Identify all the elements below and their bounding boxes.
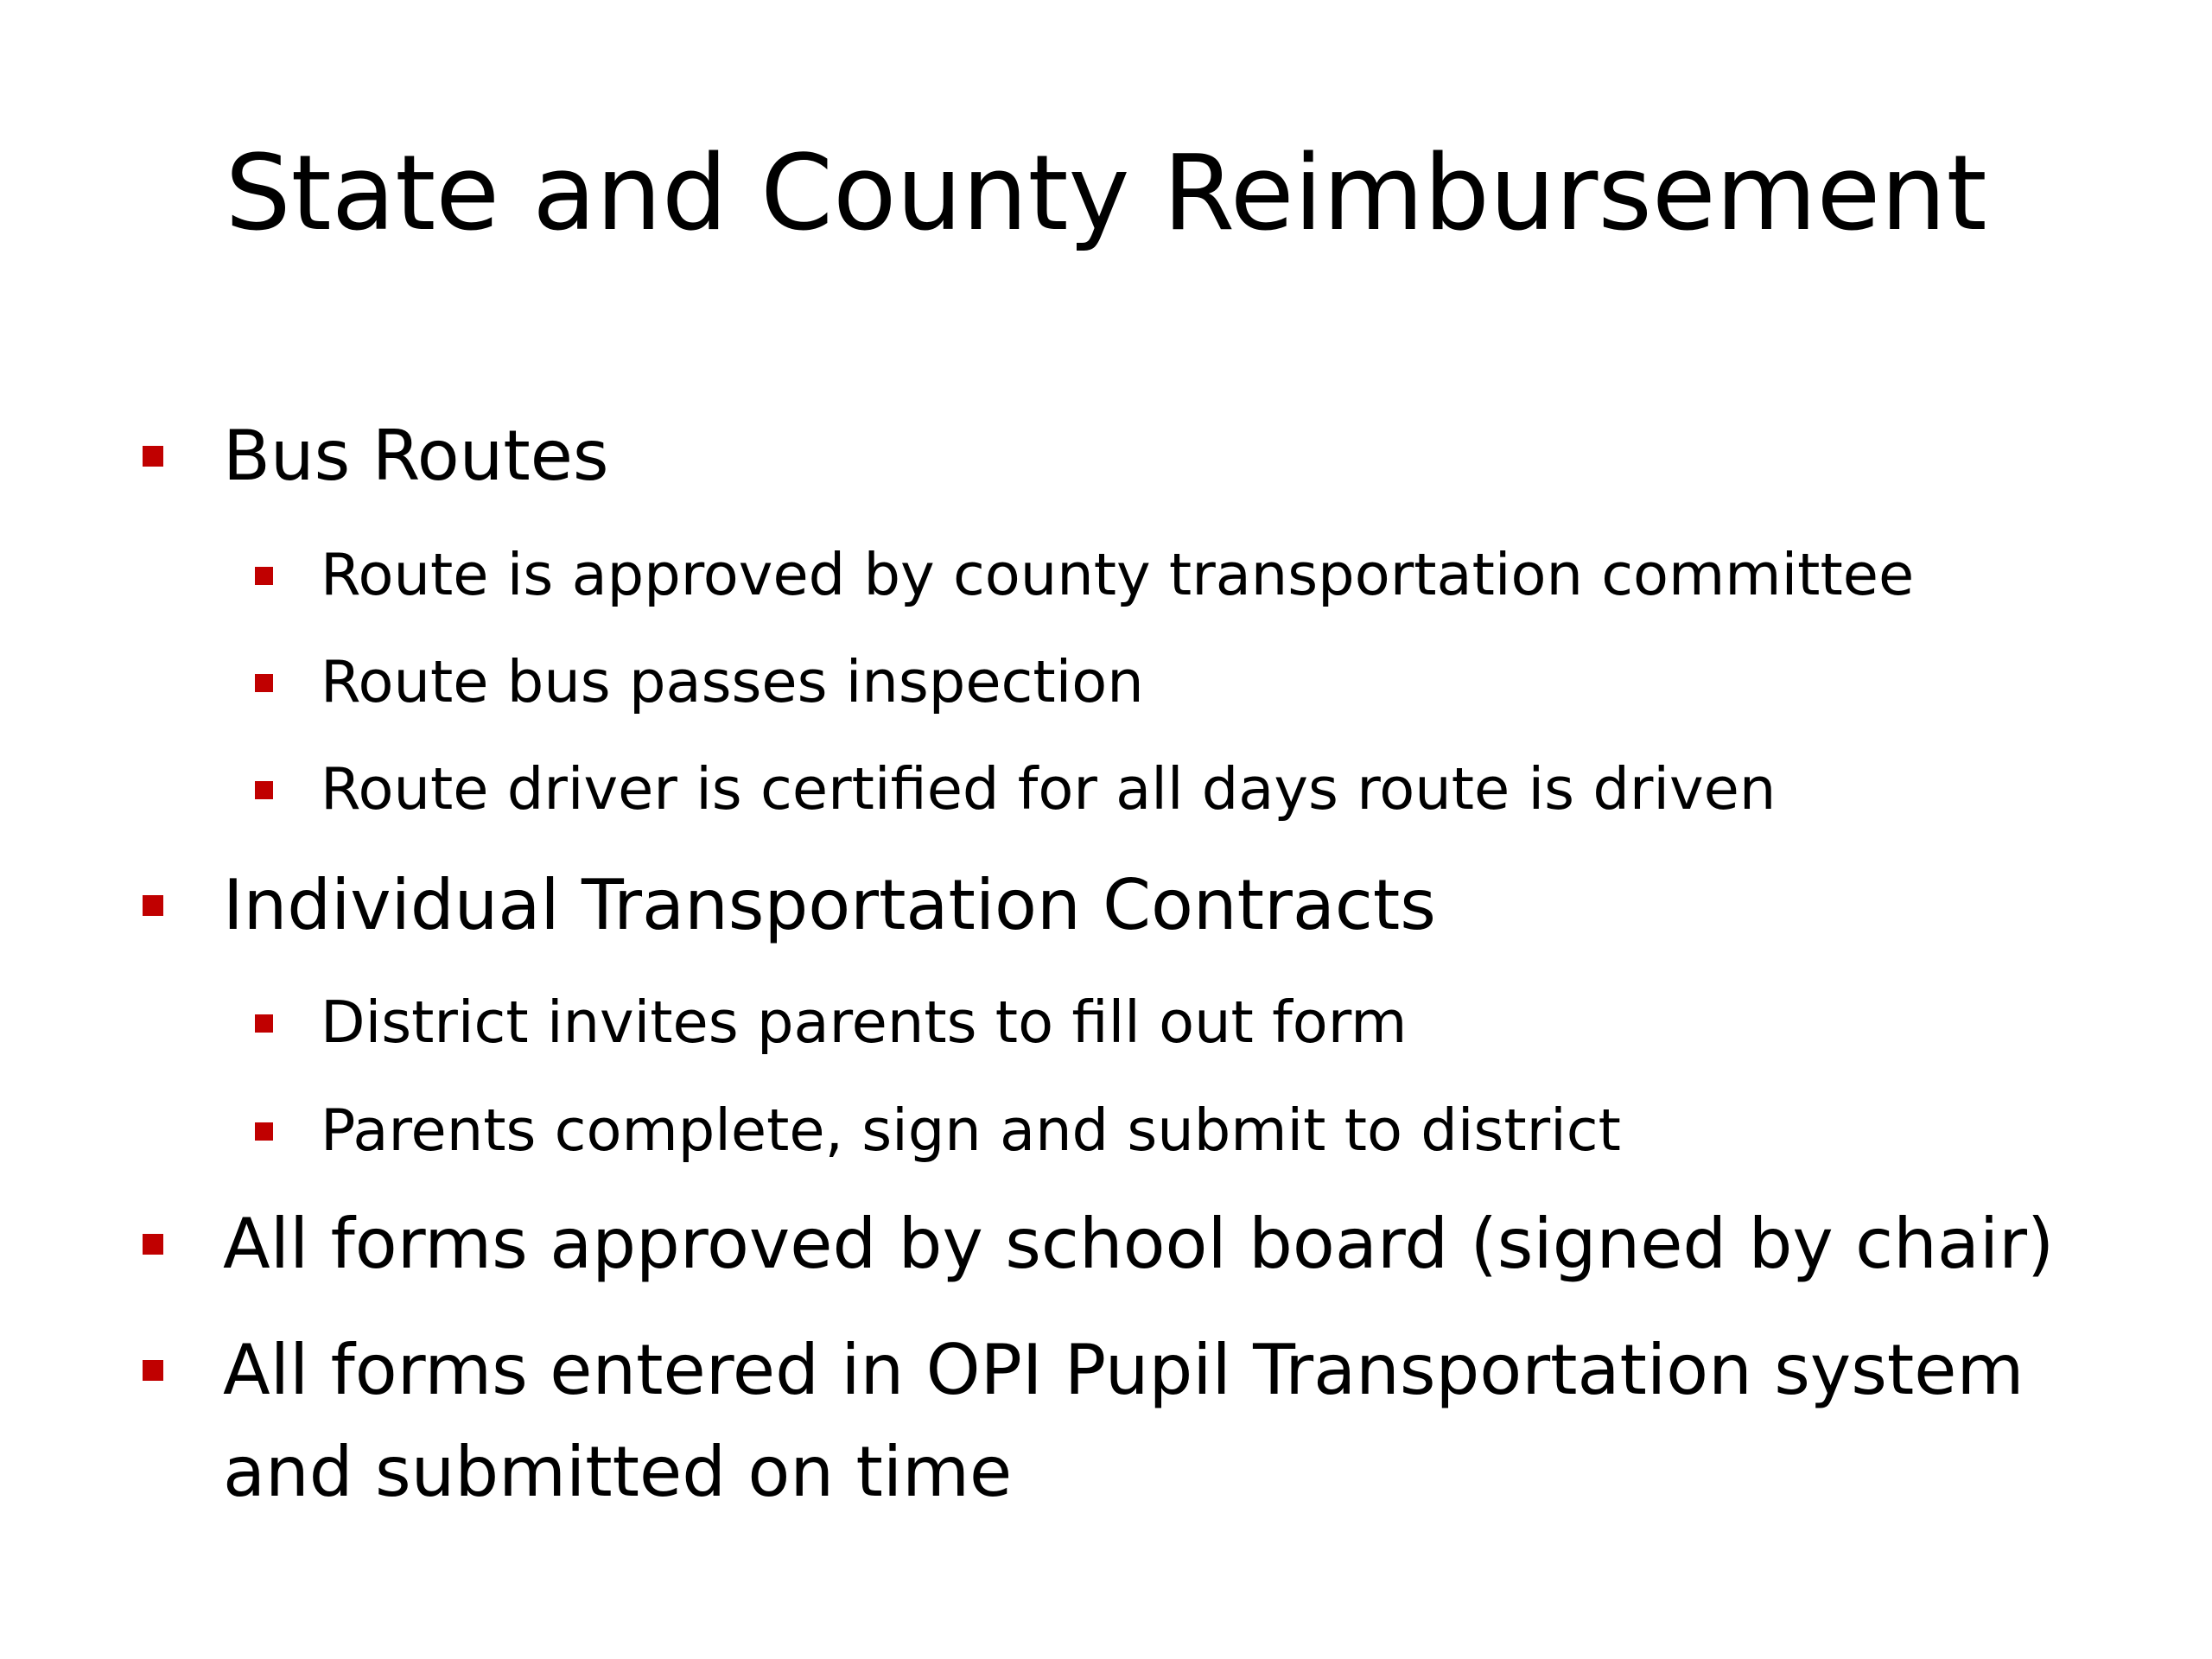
square-bullet-icon xyxy=(255,1014,273,1033)
square-bullet-icon xyxy=(255,1122,273,1141)
sub-bullet-item xyxy=(321,541,1915,608)
square-bullet-icon xyxy=(143,895,163,916)
square-bullet-icon xyxy=(143,1234,163,1255)
bullet-text: Bus Routes xyxy=(223,416,609,496)
bullet-text: All forms approved by school board (signed by chair) xyxy=(223,1204,2055,1284)
sub-bullet-item xyxy=(321,755,1777,823)
sub-bullet-text: District invites parents to fill out form xyxy=(321,988,1408,1056)
sub-bullet-item xyxy=(321,1096,1621,1164)
bullet-item xyxy=(223,1330,2024,1410)
slide-title: State and County Reimbursement xyxy=(225,134,1987,254)
square-bullet-icon xyxy=(255,781,273,799)
bullet-item xyxy=(223,416,609,496)
sub-bullet-text: Route is approved by county transportation committee xyxy=(321,541,1915,608)
sub-bullet-text: Parents complete, sign and submit to district xyxy=(321,1096,1621,1164)
square-bullet-icon xyxy=(143,446,163,467)
sub-bullet-text: Route bus passes inspection xyxy=(321,648,1144,715)
bullet-item xyxy=(223,1204,2055,1284)
square-bullet-icon xyxy=(255,567,273,585)
sub-bullet-text: Route driver is certified for all days route is driven xyxy=(321,755,1777,823)
square-bullet-icon xyxy=(255,674,273,692)
bullet-text: All forms entered in OPI Pupil Transportation system xyxy=(223,1330,2024,1410)
sub-bullet-item xyxy=(321,988,1408,1056)
bullet-text: Individual Transportation Contracts xyxy=(223,865,1436,945)
bullet-item xyxy=(223,865,1436,945)
square-bullet-icon xyxy=(143,1360,163,1381)
bullet-text-continuation: and submitted on time xyxy=(223,1432,1013,1512)
sub-bullet-item xyxy=(321,648,1144,715)
